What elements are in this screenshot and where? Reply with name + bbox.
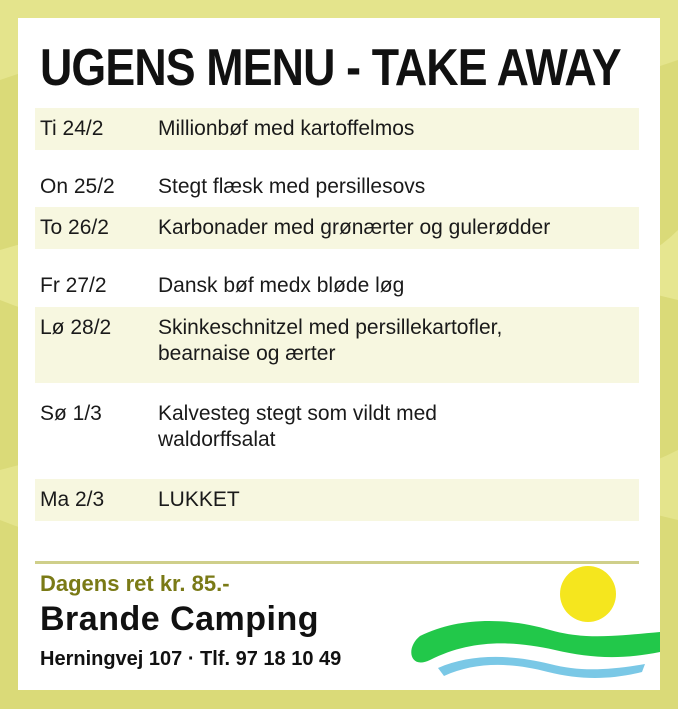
menu-row [35, 207, 639, 249]
menu-dish: Dansk bøf medx bløde løg [158, 274, 405, 297]
menu-dish: Karbonader med grønærter og gulerødder [158, 216, 551, 239]
menu-dish: Millionbøf med kartoffelmos [158, 117, 415, 140]
menu-dish: Kalvesteg stegt som vildt med waldorffsalat [158, 402, 437, 451]
daily-price: Dagens ret kr. 85.- [40, 571, 230, 596]
menu-row [35, 307, 639, 383]
menu-day: On 25/2 [40, 175, 115, 198]
page-title: UGENS MENU - TAKE AWAY [40, 39, 621, 97]
sun-landscape-logo [410, 548, 660, 690]
menu-day: Ma 2/3 [40, 488, 105, 511]
address-line: Herningvej 107 · Tlf. 97 18 10 49 [40, 648, 342, 670]
menu-dish: Stegt flæsk med persillesovs [158, 175, 426, 198]
menu-day: Ti 24/2 [40, 117, 104, 140]
menu-day: To 26/2 [40, 216, 109, 239]
menu-dish: LUKKET [158, 488, 240, 511]
menu-row [35, 108, 639, 150]
menu-dish: Skinkeschnitzel med persillekartofler, bearnaise og ærter [158, 316, 503, 365]
water-wave-icon [438, 657, 645, 678]
menu-row [35, 479, 639, 521]
menu-row [35, 249, 639, 307]
menu-row [35, 383, 639, 479]
menu-day: Lø 28/2 [40, 316, 112, 339]
sun-icon [560, 566, 616, 622]
grass-wave-icon [411, 621, 660, 663]
menu-row [35, 150, 639, 207]
menu-list [35, 108, 639, 521]
menu-day: Sø 1/3 [40, 402, 102, 425]
menu-day: Fr 27/2 [40, 274, 107, 297]
brand-name: Brande Camping [40, 600, 320, 638]
